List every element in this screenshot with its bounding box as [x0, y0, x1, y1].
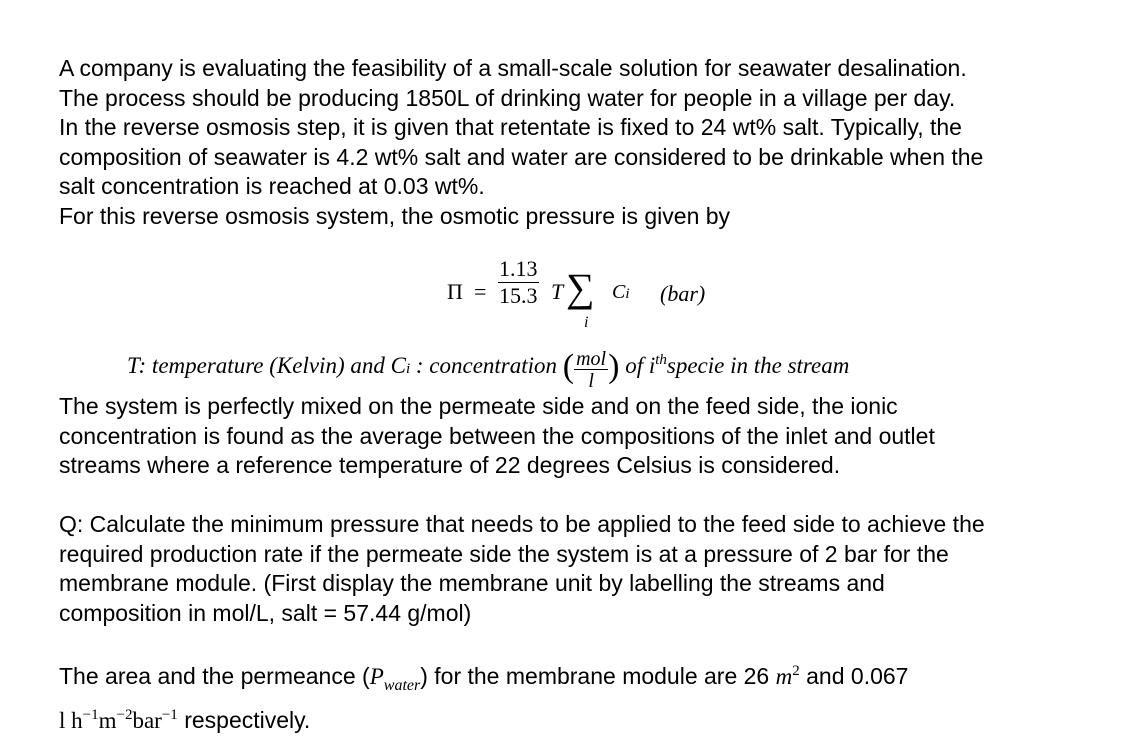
intro-line: The process should be producing 1850L of drinking water for people in a village per day. — [59, 84, 956, 111]
temperature-definition: T: temperature (Kelvin) and — [127, 353, 391, 378]
question-line: membrane module. (First display the membrane unit by labelling the streams and — [59, 570, 885, 596]
mixing-paragraph — [59, 392, 1109, 481]
unit-fraction: $\frac{\text{mol}}{l}$ — [576, 348, 607, 392]
intro-line: A company is evaluating the feasibility of a small-scale solution for seawater desalination. — [59, 55, 967, 81]
permeance-symbol: P — [369, 664, 384, 689]
equation-denominator: 15.3 — [499, 283, 538, 308]
area-paragraph — [59, 657, 1109, 735]
intro-line: composition of seawater is 4.2 wt% salt and water are considered to be drinkable when the — [59, 143, 984, 170]
intro-line: In the reverse osmosis step, it is given that retentate is fixed to 24 wt% salt. Typically, the — [59, 114, 962, 140]
sum-index: i — [584, 314, 589, 331]
equation-fraction — [498, 256, 539, 309]
mixing-line: The system is perfectly mixed on the permeate side and on the feed side, the ionic — [59, 393, 898, 419]
sum-icon: ∑ — [566, 265, 595, 310]
question-paragraph — [59, 510, 1109, 628]
equation-temperature: T — [551, 279, 564, 304]
question-line: required production rate if the permeate side the system is at a pressure of 2 bar for the — [59, 540, 949, 567]
concentration-symbol: C — [390, 353, 406, 378]
question-line: Q: Calculate the minimum pressure that needs to be applied to the feed side to achieve the — [59, 511, 985, 537]
equation-concentration: Ci — [612, 281, 630, 303]
variable-definitions: T: temperature (Kelvin) and Ci : concentration ( $\frac{\text{mol}}{l}$ ) of $i^{th}specie$ in the stream — [127, 348, 850, 392]
permeance-unit: l h — [59, 707, 83, 733]
intro-line: For this reverse osmosis system, the osmotic pressure is given by — [59, 202, 731, 229]
area-line-1: The area and the permeance $(P_{water})$ for the membrane module are 26 $m^2$ and 0.067 — [59, 663, 909, 694]
intro-line: salt concentration is reached at 0.03 wt%. — [59, 173, 485, 199]
equation-numerator: 1.13 — [499, 256, 538, 281]
intro-paragraph — [59, 54, 1109, 231]
concentration-definition: : concentration — [410, 353, 563, 378]
area-line-2: l $h^{-1}m^{-2}bar^{-1}$ respectively. — [59, 706, 311, 733]
mixing-line: concentration is found as the average between the compositions of the inlet and outlet — [59, 422, 935, 449]
equation-unit: (bar) — [660, 281, 706, 306]
equation-lhs: Π — [447, 279, 463, 304]
mixing-line: streams where a reference temperature of 22 degrees Celsius is considered. — [59, 452, 841, 478]
question-line: composition in mol/L, salt = 57.44 g/mol) — [59, 599, 472, 626]
equation-equals: = — [474, 279, 487, 304]
